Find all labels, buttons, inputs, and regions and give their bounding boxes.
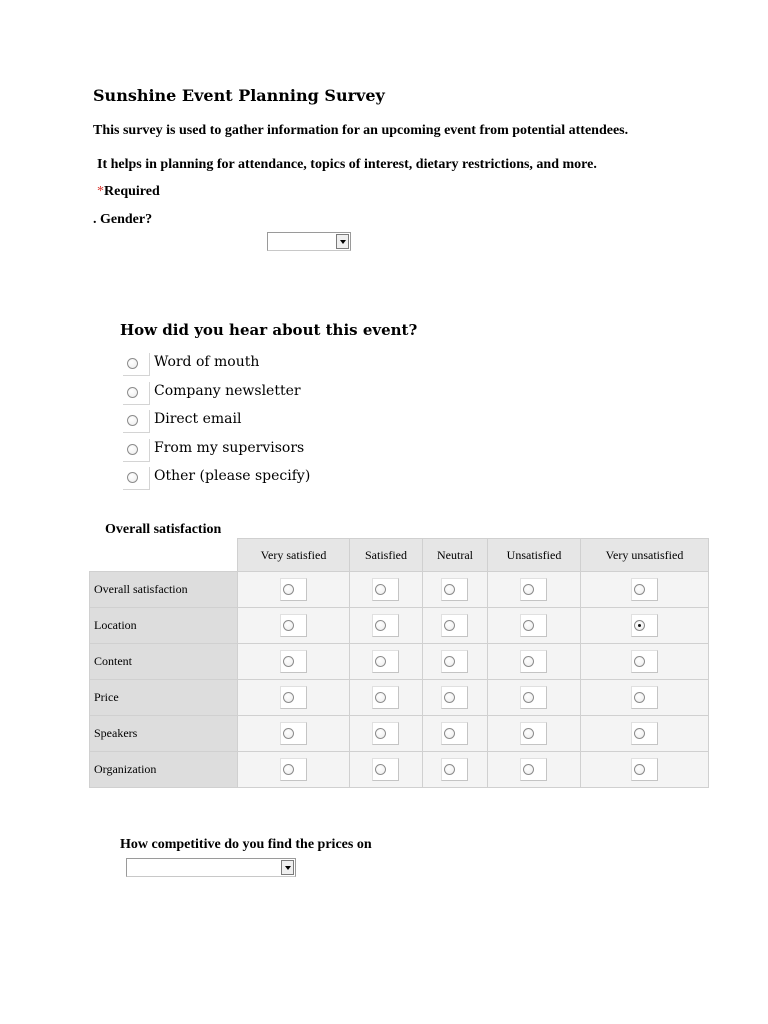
radio-cell (631, 722, 658, 745)
matrix-cell (488, 716, 581, 752)
matrix-cell (581, 644, 709, 680)
radio-button[interactable] (523, 620, 534, 631)
matrix-cell (350, 752, 423, 788)
radio-button[interactable] (634, 764, 645, 775)
radio-cell (280, 578, 307, 601)
radio-button[interactable] (375, 656, 386, 667)
radio-cell (631, 614, 658, 637)
matrix-row-label: Speakers (90, 716, 238, 752)
hear-option-label: Word of mouth (154, 354, 260, 370)
radio-button[interactable] (444, 584, 455, 595)
radio-cell (441, 650, 468, 673)
gender-question: . Gender? (93, 212, 153, 227)
matrix-cell (488, 752, 581, 788)
hear-about-question: How did you hear about this event? (120, 321, 418, 339)
matrix-cell (423, 752, 488, 788)
radio-cell (520, 650, 547, 673)
radio-button[interactable] (375, 584, 386, 595)
radio-cell (441, 758, 468, 781)
radio-button[interactable] (523, 692, 534, 703)
matrix-cell (581, 572, 709, 608)
matrix-cell (581, 752, 709, 788)
prices-select[interactable] (126, 858, 296, 877)
radio-button[interactable] (444, 764, 455, 775)
intro-text-1: This survey is used to gather information for an upcoming event from potential attendees. (93, 123, 629, 138)
matrix-column-header: Very satisfied (238, 539, 350, 572)
radio-cell (631, 578, 658, 601)
radio-button[interactable] (283, 692, 294, 703)
matrix-cell (423, 644, 488, 680)
matrix-cell (350, 680, 423, 716)
radio-cell (520, 758, 547, 781)
matrix-column-header: Very unsatisfied (581, 539, 709, 572)
radio-button[interactable] (375, 620, 386, 631)
radio-button[interactable] (127, 472, 138, 483)
intro-text-2: It helps in planning for attendance, topics of interest, dietary restrictions, and more. (97, 157, 597, 172)
radio-button[interactable] (444, 728, 455, 739)
radio-button[interactable] (127, 358, 138, 369)
matrix-cell (581, 608, 709, 644)
radio-cell (280, 758, 307, 781)
matrix-column-header: Satisfied (350, 539, 423, 572)
radio-button[interactable] (444, 620, 455, 631)
radio-cell (123, 439, 150, 462)
matrix-column-header: Unsatisfied (488, 539, 581, 572)
matrix-cell (488, 572, 581, 608)
radio-cell (631, 686, 658, 709)
required-star: * (97, 184, 104, 199)
gender-select[interactable] (267, 232, 351, 251)
radio-cell (372, 758, 399, 781)
matrix-cell (581, 680, 709, 716)
radio-cell (372, 578, 399, 601)
matrix-cell (350, 644, 423, 680)
matrix-row (90, 752, 709, 788)
radio-button[interactable] (127, 444, 138, 455)
matrix-cell (488, 608, 581, 644)
dropdown-arrow-icon[interactable] (336, 234, 349, 249)
radio-button[interactable] (375, 764, 386, 775)
matrix-row-label: Overall satisfaction (90, 572, 238, 608)
radio-button[interactable] (634, 584, 645, 595)
hear-option-label: From my supervisors (154, 440, 305, 456)
matrix-cell (350, 608, 423, 644)
matrix-cell (423, 716, 488, 752)
radio-cell (441, 722, 468, 745)
radio-button[interactable] (444, 656, 455, 667)
hear-option-label: Company newsletter (154, 383, 301, 399)
matrix-row-label: Price (90, 680, 238, 716)
matrix-cell (238, 680, 350, 716)
matrix-cell (423, 572, 488, 608)
radio-button[interactable] (523, 584, 534, 595)
required-note (97, 184, 160, 200)
radio-button[interactable] (127, 415, 138, 426)
matrix-row (90, 680, 709, 716)
matrix-cell (350, 572, 423, 608)
matrix-row (90, 608, 709, 644)
radio-cell (372, 686, 399, 709)
radio-cell (123, 410, 150, 433)
matrix-cell (238, 752, 350, 788)
radio-cell (631, 758, 658, 781)
matrix-row-label: Location (90, 608, 238, 644)
radio-cell (520, 578, 547, 601)
required-label: Required (104, 184, 160, 199)
matrix-cell (581, 716, 709, 752)
radio-cell (372, 722, 399, 745)
matrix-row (90, 716, 709, 752)
radio-cell (372, 614, 399, 637)
matrix-cell (238, 644, 350, 680)
radio-cell (372, 650, 399, 673)
matrix-row (90, 644, 709, 680)
radio-cell (441, 578, 468, 601)
radio-cell (520, 614, 547, 637)
matrix-cell (488, 680, 581, 716)
matrix-cell (423, 680, 488, 716)
radio-cell (441, 614, 468, 637)
matrix-corner (90, 539, 238, 572)
satisfaction-matrix (89, 538, 709, 788)
survey-title: Sunshine Event Planning Survey (93, 86, 385, 105)
radio-cell (123, 382, 150, 405)
radio-cell (123, 467, 150, 490)
radio-button[interactable] (127, 387, 138, 398)
radio-button[interactable] (523, 728, 534, 739)
radio-cell (631, 650, 658, 673)
matrix-row-label: Organization (90, 752, 238, 788)
hear-option-label: Direct email (154, 411, 242, 427)
radio-button[interactable] (283, 728, 294, 739)
radio-button[interactable] (444, 692, 455, 703)
radio-cell (280, 722, 307, 745)
radio-cell (520, 686, 547, 709)
radio-button[interactable] (523, 656, 534, 667)
dropdown-arrow-icon[interactable] (281, 860, 294, 875)
radio-cell (123, 353, 150, 376)
radio-button[interactable] (523, 764, 534, 775)
radio-button[interactable] (283, 764, 294, 775)
radio-button[interactable] (283, 620, 294, 631)
radio-button[interactable] (375, 692, 386, 703)
radio-button[interactable] (634, 728, 645, 739)
radio-cell (280, 686, 307, 709)
matrix-row (90, 572, 709, 608)
matrix-cell (238, 608, 350, 644)
radio-button[interactable] (634, 692, 645, 703)
matrix-cell (238, 716, 350, 752)
radio-cell (280, 650, 307, 673)
matrix-cell (238, 572, 350, 608)
radio-cell (441, 686, 468, 709)
matrix-row-label: Content (90, 644, 238, 680)
radio-button[interactable] (283, 584, 294, 595)
radio-button[interactable] (283, 656, 294, 667)
radio-cell (280, 614, 307, 637)
radio-button[interactable] (375, 728, 386, 739)
radio-button[interactable] (634, 620, 645, 631)
radio-button[interactable] (634, 656, 645, 667)
prices-question: How competitive do you find the prices on (120, 837, 372, 852)
matrix-column-header: Neutral (423, 539, 488, 572)
radio-cell (520, 722, 547, 745)
matrix-cell (423, 608, 488, 644)
matrix-cell (350, 716, 423, 752)
matrix-cell (488, 644, 581, 680)
hear-option-label: Other (please specify) (154, 468, 311, 484)
satisfaction-title: Overall satisfaction (105, 522, 222, 537)
